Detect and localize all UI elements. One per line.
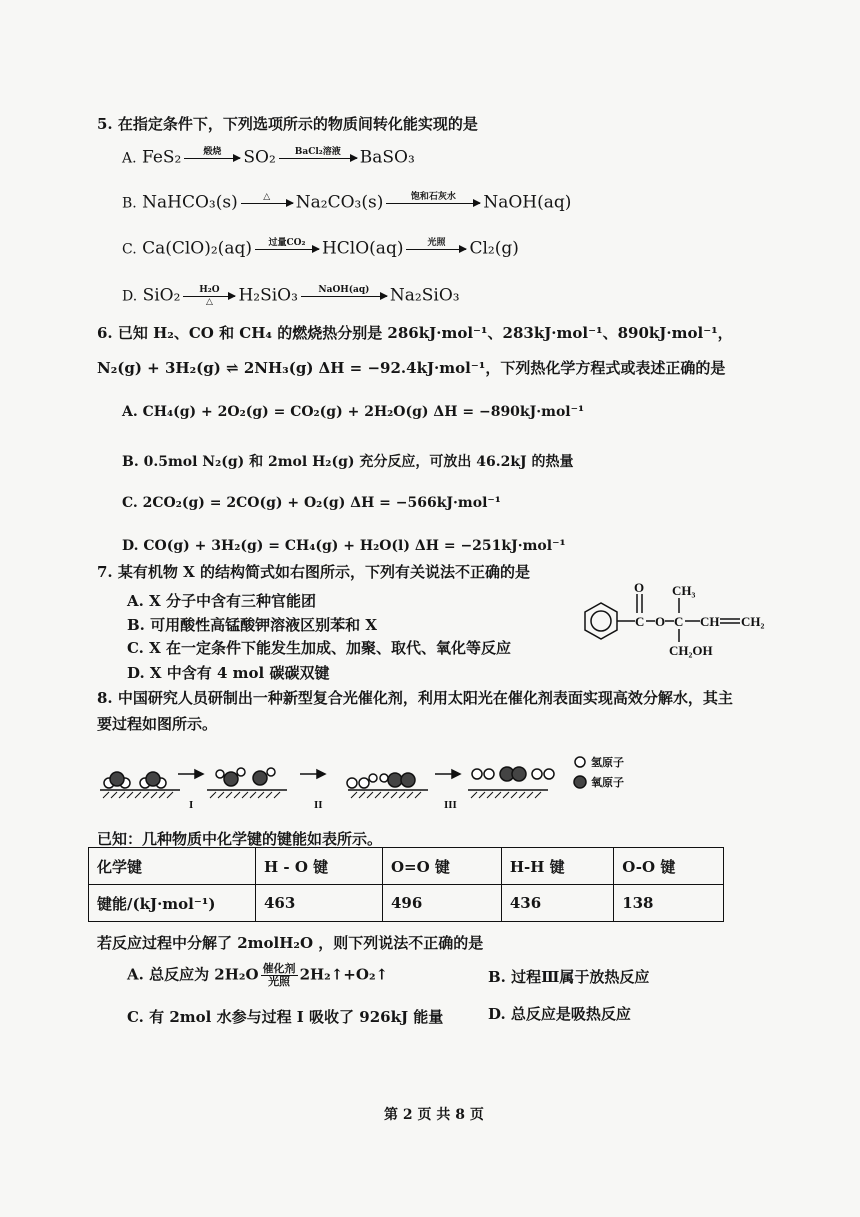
- reaction-arrow: BaCl₂溶液: [279, 147, 357, 169]
- process-arrow: [317, 770, 325, 778]
- carbonyl-carbon-label: C: [635, 614, 645, 629]
- vinyl-ch-label: CH: [700, 614, 720, 629]
- step-label-ii: II: [314, 799, 323, 810]
- q8-known-text: 已知：几种物质中化学键的键能如表所示。: [97, 830, 383, 848]
- q6-option-c: C. 2CO₂(g) = 2CO(g) + O₂(g) ΔH = −566kJ·mol⁻¹: [122, 495, 501, 511]
- reaction-arrow: 过量CO₂: [255, 238, 319, 260]
- process-arrow: [452, 770, 460, 778]
- table-cell: 键能/(kJ·mol⁻¹): [89, 885, 256, 922]
- reaction-arrow: 煅烧: [184, 147, 240, 169]
- quaternary-carbon-label: C: [674, 614, 684, 629]
- q8-stem-line1: 8. 中国研究人员研制出一种新型复合光催化剂，利用太阳光在催化剂表面实现高效分解水，其主: [97, 689, 733, 707]
- table-cell: 496: [382, 885, 501, 922]
- catalyst-condition-fraction: $\frac{\text{催化剂}}{\text{光照}}$: [262, 962, 296, 988]
- q5-stem: 5. 在指定条件下，下列选项所示的物质间转化能实现的是: [97, 115, 478, 133]
- ester-oxygen-label: O: [655, 614, 666, 629]
- q7-option-d: D. X 中含有 4 mol 碳碳双键: [127, 664, 330, 682]
- table-cell: 463: [256, 885, 383, 922]
- q7-option-a: A. X 分子中含有三种官能团: [127, 592, 316, 610]
- q7-stem: 7. 某有机物 X 的结构简式如右图所示，下列有关说法不正确的是: [97, 563, 530, 581]
- q8-option-a: A. 总反应为 2H₂O $\frac{\text{催化剂}}{\text{光照}}$ 2H₂↑+O₂↑: [127, 962, 389, 988]
- reaction-arrow: NaOH(aq): [301, 285, 387, 307]
- hydroxymethyl-label: CH₂OH: [669, 643, 713, 658]
- q5-option-c: C. Ca(ClO)₂(aq) 过量CO₂ HClO(aq) 光照 Cl₂(g): [122, 238, 519, 259]
- table-cell: 化学键: [89, 848, 256, 885]
- table-cell: 138: [614, 885, 724, 922]
- page-footer: 第 2 页 共 8 页: [384, 1107, 484, 1123]
- water-splitting-process-diagram: [95, 748, 695, 810]
- q6-option-a: A. CH₄(g) + 2O₂(g) = CO₂(g) + 2H₂O(g) ΔH = −890kJ·mol⁻¹: [122, 404, 585, 420]
- legend-oxygen-label: 氧原子: [591, 777, 624, 789]
- structure-formula-diagram: [555, 578, 780, 668]
- step-label-iii: III: [444, 799, 457, 810]
- q8-option-b: B. 过程Ⅲ属于放热反应: [488, 968, 650, 986]
- carbonyl-oxygen-label: O: [634, 580, 645, 595]
- methyl-label: CH₃: [672, 583, 696, 598]
- q8-option-c: C. 有 2mol 水参与过程 I 吸收了 926kJ 能量: [127, 1008, 444, 1026]
- q6-stem-line2: N₂(g) + 3H₂(g) ⇌ 2NH₃(g) ΔH = −92.4kJ·mol⁻¹，下列热化学方程式或表述正确的是: [97, 359, 726, 377]
- table-cell: O=O 键: [382, 848, 501, 885]
- q7-option-c: C. X 在一定条件下能发生加成、加聚、取代、氧化等反应: [127, 639, 511, 657]
- q7-option-b: B. 可用酸性高锰酸钾溶液区别苯和 X: [127, 616, 377, 634]
- q5-option-d: D. SiO₂ H₂O △ H₂SiO₃ NaOH(aq) Na₂SiO₃: [122, 285, 460, 307]
- reaction-arrow: 饱和石灰水: [386, 192, 480, 214]
- vinyl-ch2-label: CH₂: [741, 614, 765, 629]
- table-row: [89, 848, 724, 885]
- benzene-ring: [585, 603, 617, 639]
- table-cell: H - O 键: [256, 848, 383, 885]
- table-row: [89, 885, 724, 922]
- q5-option-b: B. NaHCO₃(s) △ Na₂CO₃(s) 饱和石灰水 NaOH(aq): [122, 192, 572, 213]
- legend-hydrogen-label: 氢原子: [591, 757, 624, 769]
- reaction-arrow: H₂O △: [183, 285, 235, 307]
- q8-option-d: D. 总反应是吸热反应: [488, 1005, 631, 1023]
- q8-condition-text: 若反应过程中分解了 2molH₂O ，则下列说法不正确的是: [97, 934, 484, 952]
- q6-stem-line1: 6. 已知 H₂、CO 和 CH₄ 的燃烧热分别是 286kJ·mol⁻¹、283kJ·mol⁻¹、890kJ·mol⁻¹，: [97, 324, 733, 342]
- q6-option-d: D. CO(g) + 3H₂(g) = CH₄(g) + H₂O(l) ΔH = −251kJ·mol⁻¹: [122, 538, 566, 554]
- q5-option-a: A. FeS₂ 煅烧 SO₂ BaCl₂溶液 BaSO₃: [122, 147, 415, 168]
- step-label-i: I: [189, 799, 194, 810]
- q6-option-b: B. 0.5mol N₂(g) 和 2mol H₂(g) 充分反应，可放出 46.2kJ 的热量: [122, 454, 574, 470]
- bond-energy-table: [88, 847, 724, 922]
- process-arrow: [195, 770, 203, 778]
- table-cell: 436: [501, 885, 613, 922]
- table-cell: H-H 键: [501, 848, 613, 885]
- reaction-arrow: △: [241, 192, 293, 214]
- table-cell: O-O 键: [614, 848, 724, 885]
- q8-stem-line2: 要过程如图所示。: [97, 715, 218, 733]
- reaction-arrow: 光照: [406, 238, 466, 260]
